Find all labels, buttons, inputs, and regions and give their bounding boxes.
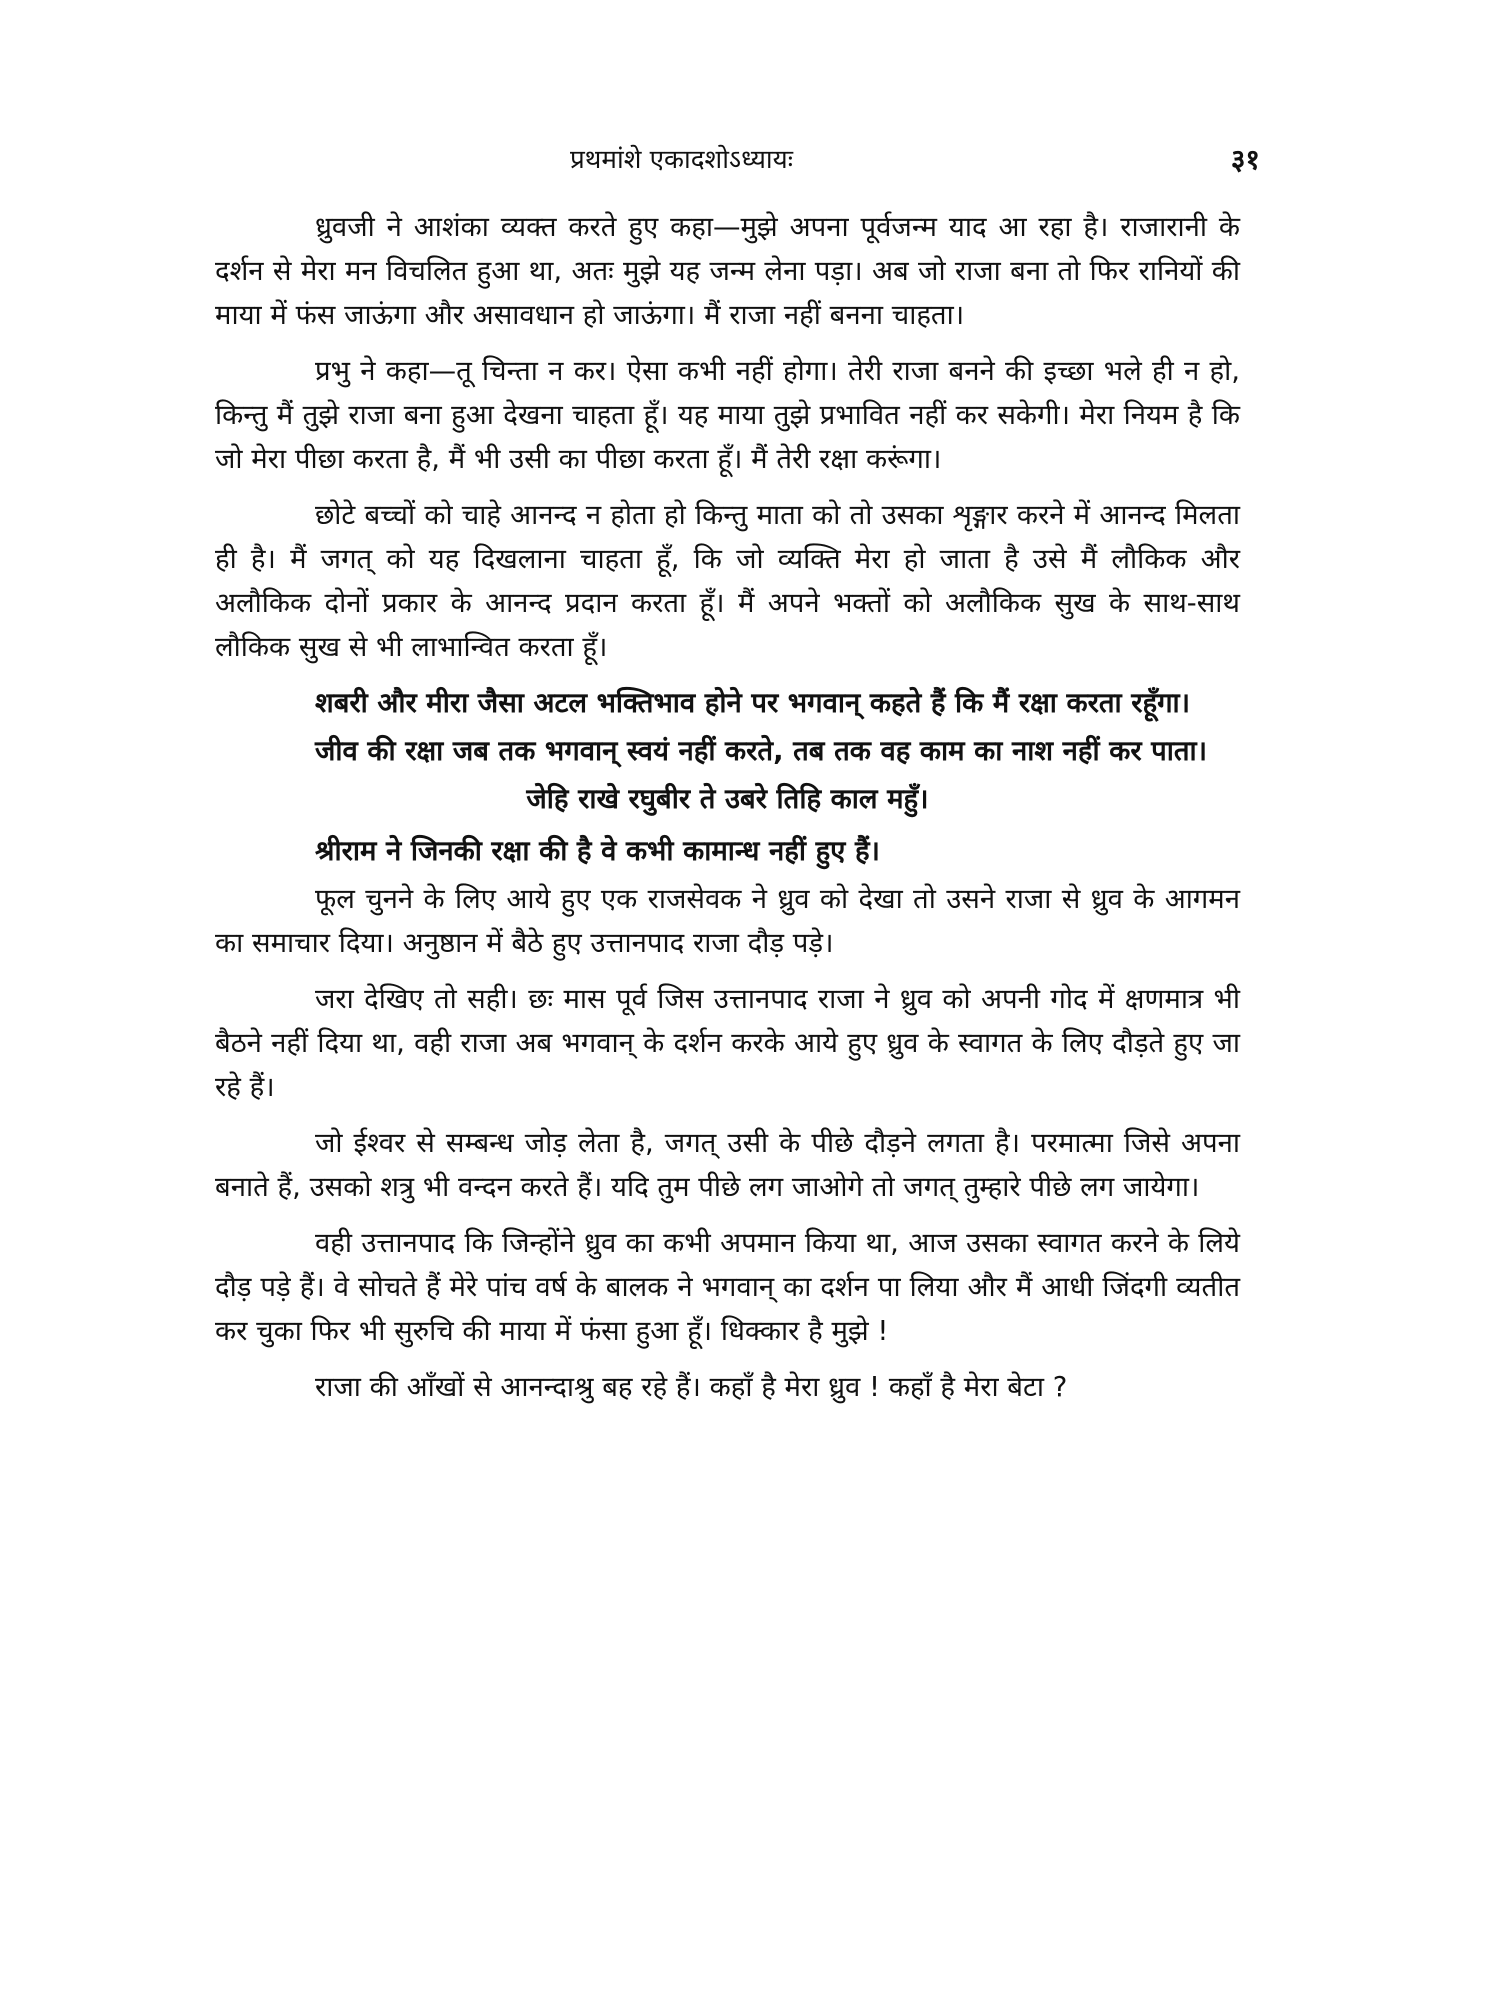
page-header [215,140,1260,190]
body-text [215,205,1240,1413]
paragraph-rajsevak: फूल चुनने के लिए आये हुए एक राजसेवक ने ध्रुव को देखा तो उसने राजा से ध्रुव के आगमन का समाचार दिया। अनुष्ठान में बैठे हुए उत्तानपाद राजा दौड़ पड़े। [215,883,1240,959]
paragraph-jeev-raksha: जीव की रक्षा जब तक भगवान् स्वयं नहीं करते, तब तक वह काम का नाश नहीं कर पाता। [315,735,1208,767]
verse-quote: जेहि राखे रघुबीर ते उबरे तिहि काल महुँ। [526,783,929,815]
paragraph-children-joy: छोटे बच्चों को चाहे आनन्द न होता हो किन्तु माता को तो उसका शृङ्गार करने में आनन्द मिलता ही है। मैं जगत् को यह दिखलाना चाहता हूँ, कि जो व्यक्ति मेरा हो जाता है उसे मैं लौकिक और अलौकिक दोनों प्रकार के आनन्द प्रदान करता हूँ। मैं अपने भक्तों को अलौकिक सुख के साथ-साथ लौकिक सुख से भी लाभान्वित करता हूँ। [215,499,1240,663]
paragraph-shabari-meera: शबरी और मीरा जैसा अटल भक्तिभाव होने पर भगवान् कहते हैं कि मैं रक्षा करता रहूँगा। [315,687,1191,719]
paragraph-prabhu-reply: प्रभु ने कहा—तू चिन्ता न कर। ऐसा कभी नहीं होगा। तेरी राजा बनने की इच्छा भले ही न हो, किन्तु मैं तुझे राजा बना हुआ देखना चाहता हूँ। यह माया तुझे प्रभावित नहीं कर सकेगी। मेरा नियम है कि जो मेरा पीछा करता है, मैं भी उसी का पीछा करता हूँ। मैं तेरी रक्षा करूंगा। [215,355,1240,475]
paragraph-ishwar-sambandh: जो ईश्वर से सम्बन्ध जोड़ लेता है, जगत् उसी के पीछे दौड़ने लगता है। परमात्मा जिसे अपना बनाते हैं, उसको शत्रु भी वन्दन करते हैं। यदि तुम पीछे लग जाओगे तो जगत् तुम्हारे पीछे लग जायेगा। [215,1127,1240,1203]
paragraph-raja-aansu: राजा की आँखों से आनन्दाश्रु बह रहे हैं। कहाँ है मेरा ध्रुव ! कहाँ है मेरा बेटा ? [315,1371,1068,1403]
paragraph-shriram: श्रीराम ने जिनकी रक्षा की है वे कभी कामान्ध नहीं हुए हैं। [315,835,880,867]
page-number: ३१ [1230,143,1260,176]
paragraph-jara-dekhiye: जरा देखिए तो सही। छः मास पूर्व जिस उत्तानपाद राजा ने ध्रुव को अपनी गोद में क्षणमात्र भी बैठने नहीं दिया था, वही राजा अब भगवान् के दर्शन करके आये हुए ध्रुव के स्वागत के लिए दौड़ते हुए जा रहे हैं। [215,983,1240,1103]
paragraph-uttanpad: वही उत्तानपाद कि जिन्होंने ध्रुव का कभी अपमान किया था, आज उसका स्वागत करने के लिये दौड़ पड़े हैं। वे सोचते हैं मेरे पांच वर्ष के बालक ने भगवान् का दर्शन पा लिया और मैं आधी जिंदगी व्यतीत कर चुका फिर भी सुरुचि की माया में फंसा हुआ हूँ। धिक्कार है मुझे ! [215,1227,1240,1347]
paragraph-dhruv-concern: ध्रुवजी ने आशंका व्यक्त करते हुए कहा—मुझे अपना पूर्वजन्म याद आ रहा है। राजारानी के दर्शन से मेरा मन विचलित हुआ था, अतः मुझे यह जन्म लेना पड़ा। अब जो राजा बना तो फिर रानियों की माया में फंस जाऊंगा और असावधान हो जाऊंगा। मैं राजा नहीं बनना चाहता। [215,211,1240,331]
running-head-title: प्रथमांशे एकादशोऽध्यायः [570,145,793,175]
